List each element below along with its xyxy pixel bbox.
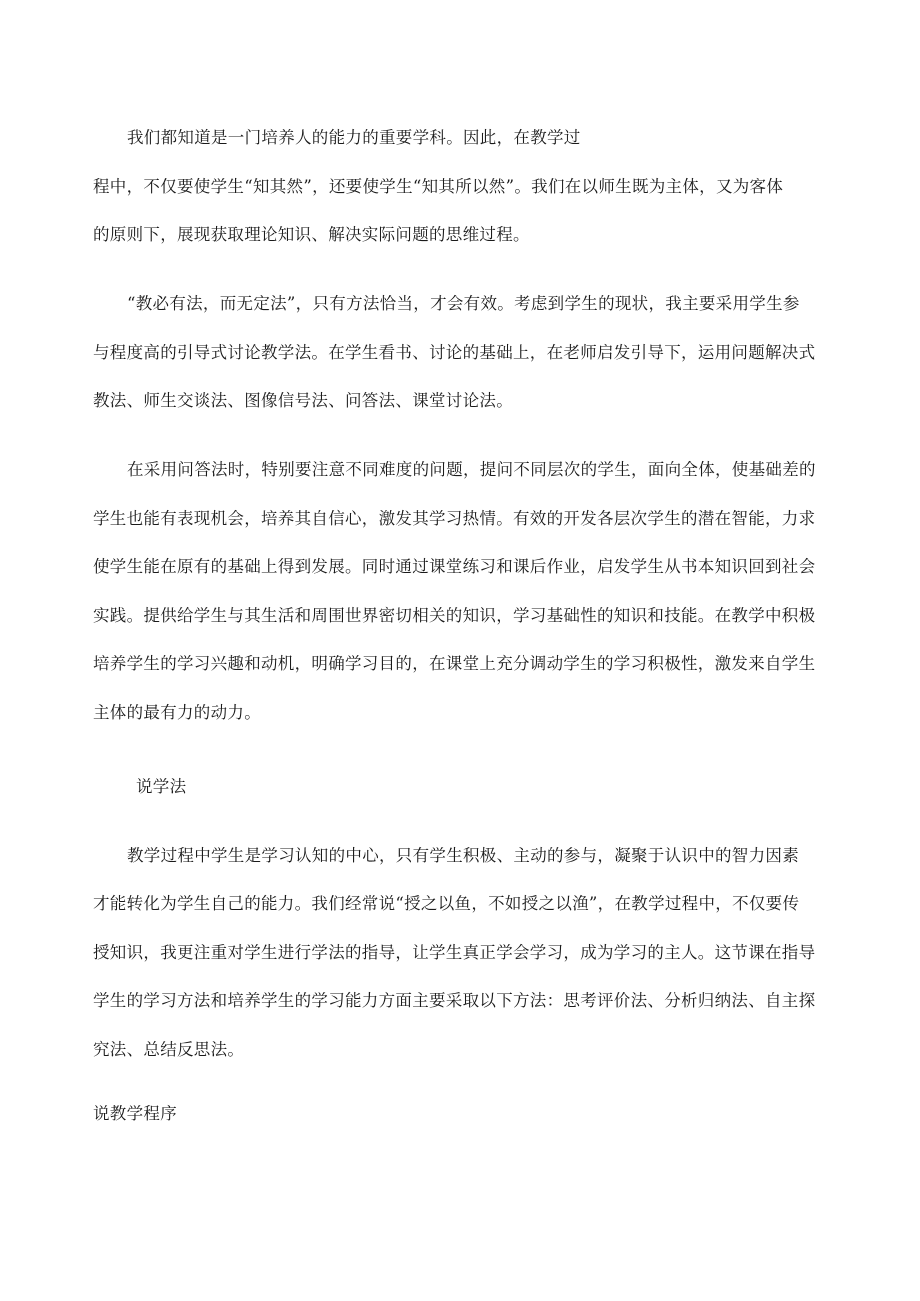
text-line: 主体的最有力的动力。 (93, 703, 261, 722)
text-line: 究法、总结反思法。 (93, 1040, 245, 1059)
text-line: 学生也能有表现机会，培养其自信心，激发其学习热情。有效的开发各层次学生的潜在智能，力求 (93, 509, 816, 528)
text-line: 培养学生的学习兴趣和动机，明确学习目的，在课堂上充分调动学生的学习积极性，激发来自学生 (93, 654, 816, 673)
text-line: 才能转化为学生自己的能力。我们经常说“授之以鱼，不如授之以渔”，在教学过程中，不仅要传 (93, 894, 800, 913)
text-line: 使学生能在原有的基础上得到发展。同时通过课堂练习和课后作业，启发学生从书本知识回到社会 (93, 557, 816, 576)
section-heading: 说教学程序 (93, 1104, 177, 1123)
text-line: 在采用问答法时，特别要注意不同难度的问题，提问不同层次的学生，面向全体，使基础差的 (127, 460, 816, 479)
text-line: 授知识，我更注重对学生进行学法的指导，让学生真正学会学习，成为学习的主人。这节课在指导 (93, 943, 816, 962)
text-line: 教法、师生交谈法、图像信号法、问答法、课堂讨论法。 (93, 391, 513, 410)
text-line: 学生的学习方法和培养学生的学习能力方面主要采取以下方法：思考评价法、分析归纳法、自主探 (93, 991, 816, 1010)
text-line: 的原则下，展现获取理论知识、解决实际问题的思维过程。 (93, 225, 530, 244)
text-line: 教学过程中学生是学习认知的中心，只有学生积极、主动的参与，凝聚于认识中的智力因素 (127, 846, 799, 865)
section-heading: 说学法 (136, 777, 187, 796)
text-line: “教必有法，而无定法”，只有方法恰当，才会有效。考虑到学生的现状，我主要采用学生参 (127, 294, 800, 313)
text-line: 程中，不仅要使学生“知其然”，还要使学生“知其所以然”。我们在以师生既为主体，又为客体 (93, 177, 784, 196)
text-line: 我们都知道是一门培养人的能力的重要学科。因此，在教学过 (127, 128, 581, 147)
text-line: 实践。提供给学生与其生活和周围世界密切相关的知识，学习基础性的知识和技能。在教学中积极 (93, 606, 816, 625)
text-line: 与程度高的引导式讨论教学法。在学生看书、讨论的基础上，在老师启发引导下，运用问题解决式 (93, 343, 816, 362)
